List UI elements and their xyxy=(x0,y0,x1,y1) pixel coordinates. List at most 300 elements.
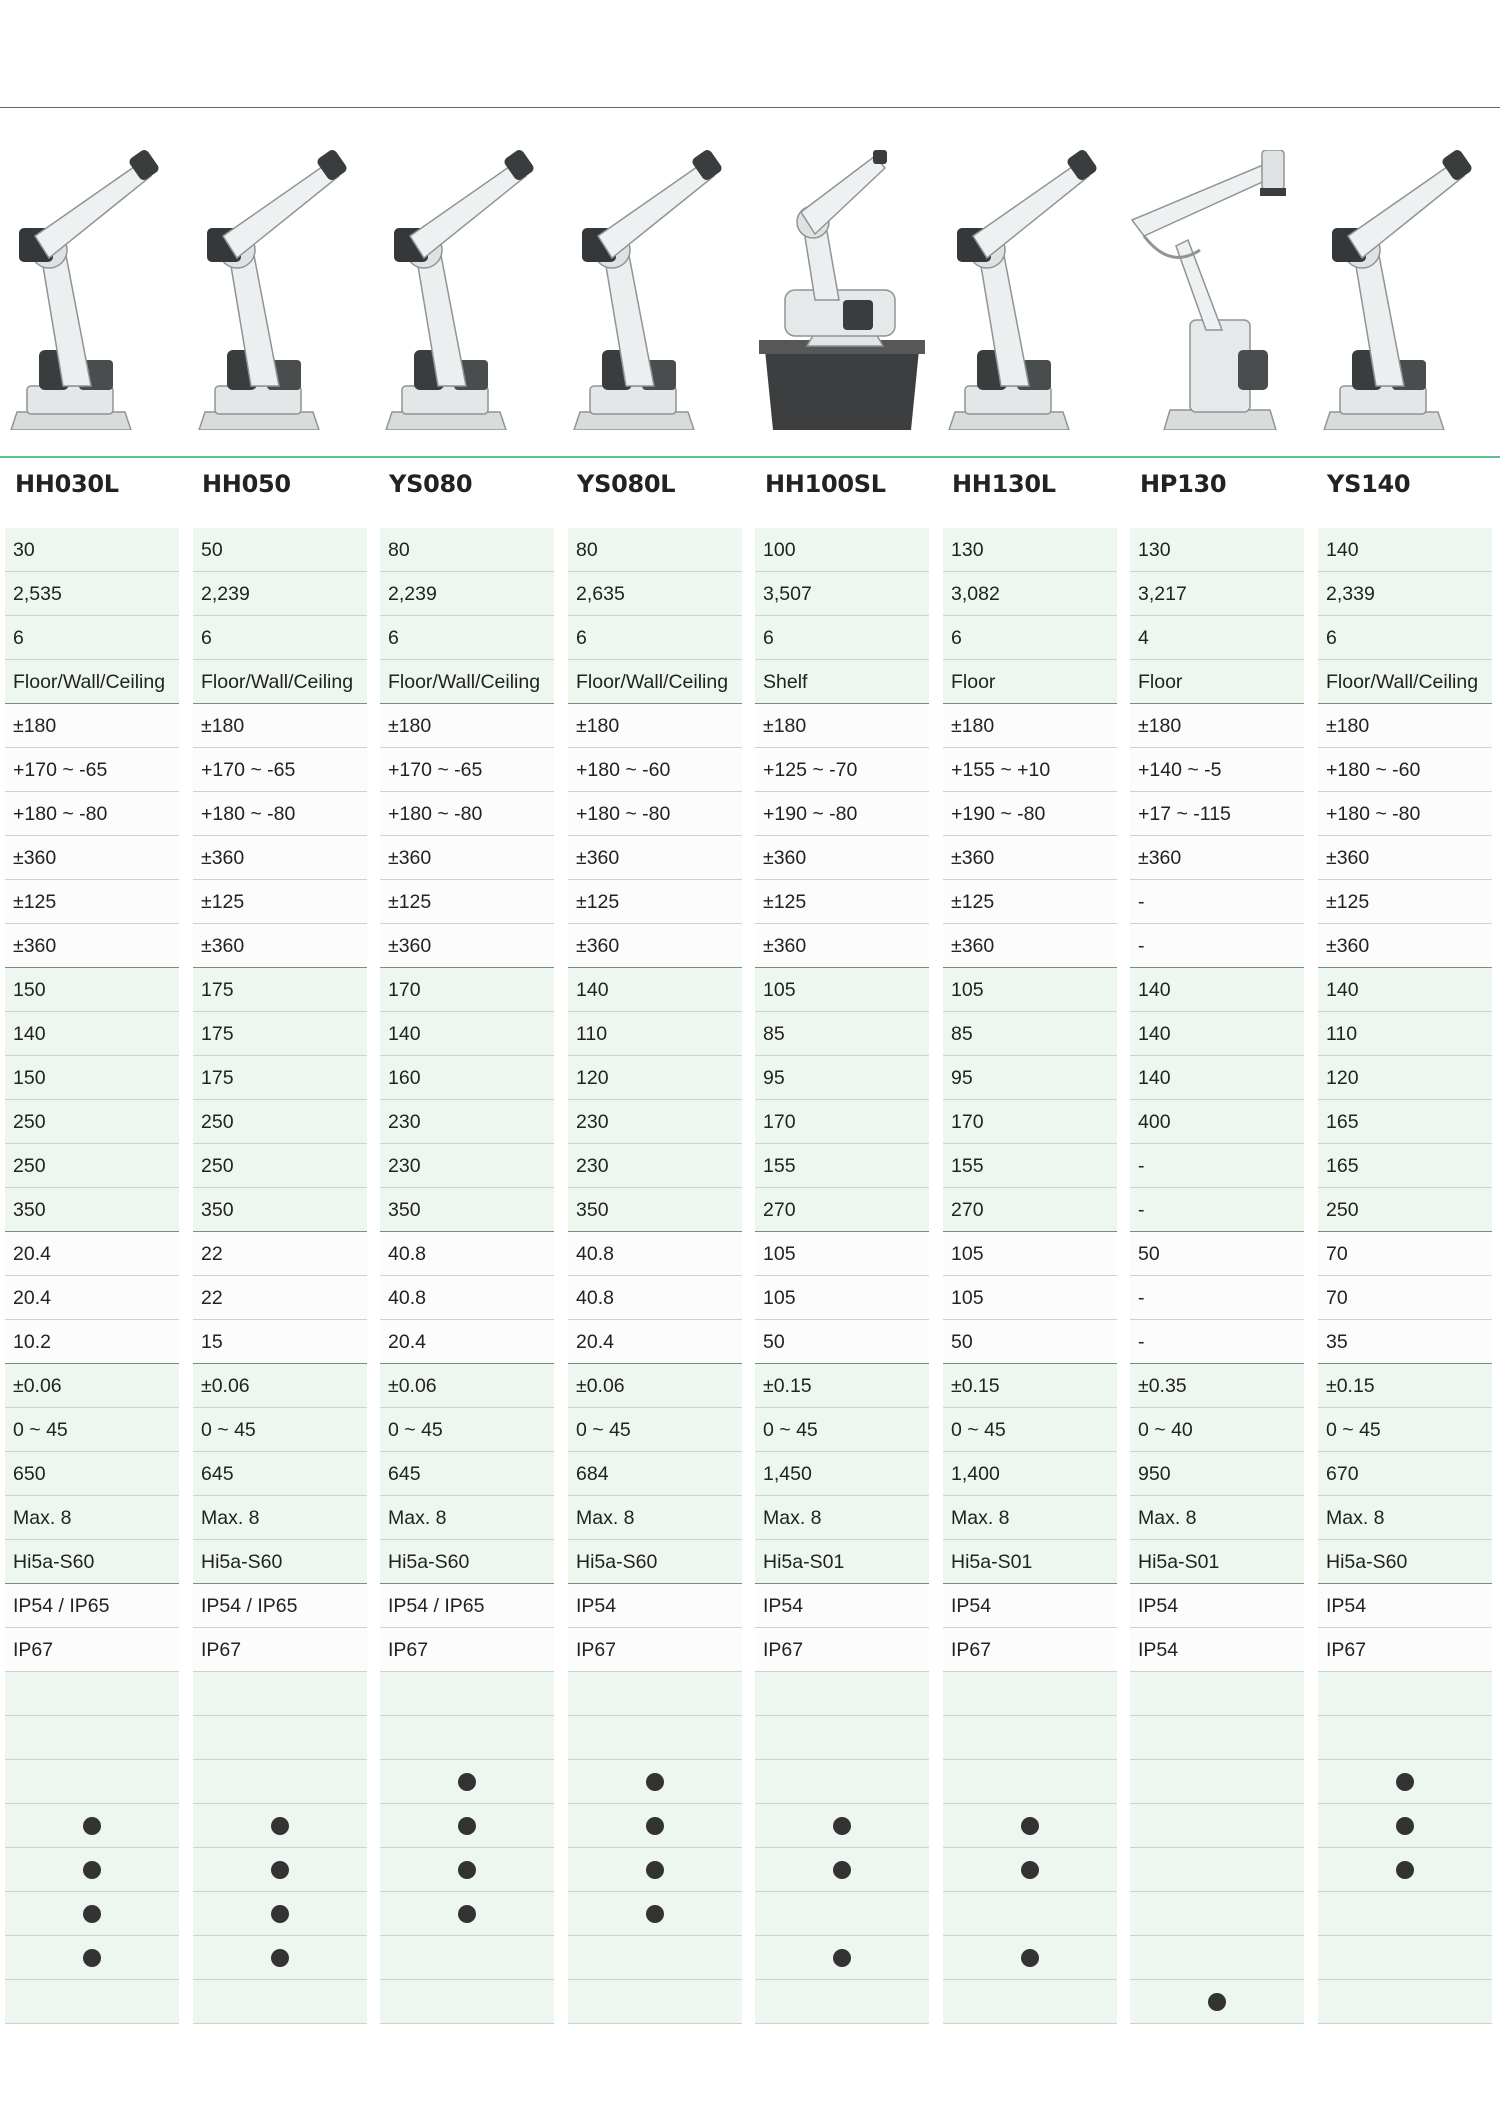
spec-cell: 400 xyxy=(1130,1100,1304,1144)
application-cell xyxy=(1318,1848,1492,1892)
spec-cell: +180 ~ -60 xyxy=(568,748,742,792)
application-cell xyxy=(193,1804,367,1848)
spec-cell: IP67 xyxy=(5,1628,179,1672)
spec-cell: 105 xyxy=(755,968,929,1012)
spec-cell: +180 ~ -80 xyxy=(5,792,179,836)
model-column xyxy=(568,150,742,430)
spec-cell: Max. 8 xyxy=(1130,1496,1304,1540)
application-cell xyxy=(380,1804,554,1848)
application-cell xyxy=(943,1848,1117,1892)
spec-cell: 0 ~ 45 xyxy=(568,1408,742,1452)
spec-cell: 2,239 xyxy=(380,572,554,616)
spec-cell: - xyxy=(1130,1144,1304,1188)
spec-cell: 6 xyxy=(5,616,179,660)
spec-cell: 2,339 xyxy=(1318,572,1492,616)
shelf-robot-icon xyxy=(755,150,929,430)
spec-cell: 270 xyxy=(755,1188,929,1232)
application-cell xyxy=(943,1760,1117,1804)
supported-dot-icon xyxy=(458,1817,476,1835)
spec-cell: Hi5a-S01 xyxy=(943,1540,1117,1584)
application-cell xyxy=(1318,1980,1492,2024)
spec-cell: 140 xyxy=(380,1012,554,1056)
spec-cell: ±125 xyxy=(568,880,742,924)
spec-cell: Hi5a-S60 xyxy=(193,1540,367,1584)
spec-cell: 175 xyxy=(193,1056,367,1100)
robot-arm-icon xyxy=(193,150,367,430)
supported-dot-icon xyxy=(458,1773,476,1791)
application-cell xyxy=(380,1848,554,1892)
application-cell xyxy=(943,1716,1117,1760)
application-cell xyxy=(193,1848,367,1892)
application-header-cell xyxy=(755,1672,929,1716)
spec-cell: 230 xyxy=(568,1144,742,1188)
spec-list xyxy=(755,528,929,2024)
spec-cell: 0 ~ 45 xyxy=(1318,1408,1492,1452)
spec-cell: 270 xyxy=(943,1188,1117,1232)
application-cell xyxy=(1130,1848,1304,1892)
spec-cell: 2,635 xyxy=(568,572,742,616)
spec-cell: ±180 xyxy=(1130,704,1304,748)
application-cell xyxy=(943,1980,1117,2024)
supported-dot-icon xyxy=(1021,1817,1039,1835)
application-cell xyxy=(755,1848,929,1892)
spec-cell: 130 xyxy=(943,528,1117,572)
robot-arm-icon xyxy=(568,150,742,430)
supported-dot-icon xyxy=(83,1905,101,1923)
spec-cell: Floor xyxy=(1130,660,1304,704)
spec-cell: ±180 xyxy=(5,704,179,748)
spec-cell: Hi5a-S01 xyxy=(755,1540,929,1584)
spec-cell: ±180 xyxy=(1318,704,1492,748)
application-cell xyxy=(1130,1804,1304,1848)
spec-cell: Floor/Wall/Ceiling xyxy=(380,660,554,704)
spec-cell: 175 xyxy=(193,968,367,1012)
spec-cell: Max. 8 xyxy=(193,1496,367,1540)
spec-cell: 250 xyxy=(193,1100,367,1144)
spec-cell: ±360 xyxy=(755,836,929,880)
spec-cell: 684 xyxy=(568,1452,742,1496)
spec-cell: 120 xyxy=(1318,1056,1492,1100)
spec-cell: 350 xyxy=(380,1188,554,1232)
application-cell xyxy=(380,1936,554,1980)
application-cell xyxy=(380,1716,554,1760)
supported-dot-icon xyxy=(271,1905,289,1923)
supported-dot-icon xyxy=(1396,1817,1414,1835)
spec-cell: 6 xyxy=(193,616,367,660)
supported-dot-icon xyxy=(646,1817,664,1835)
spec-cell: ±360 xyxy=(1318,836,1492,880)
spec-cell: 105 xyxy=(943,968,1117,1012)
spec-cell: 170 xyxy=(380,968,554,1012)
spec-cell: ±0.06 xyxy=(193,1364,367,1408)
spec-cell: Hi5a-S60 xyxy=(568,1540,742,1584)
spec-cell: 15 xyxy=(193,1320,367,1364)
spec-cell: 30 xyxy=(5,528,179,572)
supported-dot-icon xyxy=(833,1817,851,1835)
spec-cell: - xyxy=(1130,1188,1304,1232)
spec-cell: ±180 xyxy=(943,704,1117,748)
supported-dot-icon xyxy=(1396,1861,1414,1879)
application-header-cell xyxy=(193,1672,367,1716)
spec-cell: 230 xyxy=(380,1100,554,1144)
spec-cell: +170 ~ -65 xyxy=(193,748,367,792)
supported-dot-icon xyxy=(83,1949,101,1967)
spec-cell: ±360 xyxy=(755,924,929,968)
spec-cell: Max. 8 xyxy=(380,1496,554,1540)
spec-cell: 950 xyxy=(1130,1452,1304,1496)
spec-cell: ±360 xyxy=(193,836,367,880)
spec-cell: ±360 xyxy=(380,924,554,968)
spec-cell: 350 xyxy=(5,1188,179,1232)
spec-cell: 70 xyxy=(1318,1276,1492,1320)
spec-list xyxy=(5,528,179,2024)
application-cell xyxy=(193,1892,367,1936)
application-cell xyxy=(568,1936,742,1980)
supported-dot-icon xyxy=(1396,1773,1414,1791)
application-header-cell xyxy=(1130,1672,1304,1716)
application-cell xyxy=(1130,1716,1304,1760)
spec-cell: 155 xyxy=(943,1144,1117,1188)
spec-cell: 105 xyxy=(943,1276,1117,1320)
spec-cell: 0 ~ 45 xyxy=(755,1408,929,1452)
spec-cell: 20.4 xyxy=(380,1320,554,1364)
application-header-cell xyxy=(5,1672,179,1716)
model-name: YS080L xyxy=(577,470,676,498)
application-cell xyxy=(380,1760,554,1804)
application-cell xyxy=(5,1848,179,1892)
application-cell xyxy=(1318,1760,1492,1804)
spec-cell: 80 xyxy=(568,528,742,572)
spec-cell: ±125 xyxy=(5,880,179,924)
application-cell xyxy=(380,1980,554,2024)
application-cell xyxy=(568,1804,742,1848)
spec-cell: 22 xyxy=(193,1232,367,1276)
spec-cell: 85 xyxy=(755,1012,929,1056)
model-column xyxy=(5,150,179,430)
spec-cell: 140 xyxy=(1318,968,1492,1012)
supported-dot-icon xyxy=(271,1817,289,1835)
supported-dot-icon xyxy=(833,1861,851,1879)
spec-cell: ±360 xyxy=(943,924,1117,968)
spec-cell: 35 xyxy=(1318,1320,1492,1364)
spec-cell: 50 xyxy=(1130,1232,1304,1276)
spec-cell: 645 xyxy=(193,1452,367,1496)
application-cell xyxy=(755,1716,929,1760)
spec-cell: ±0.06 xyxy=(568,1364,742,1408)
spec-cell: IP54 xyxy=(1318,1584,1492,1628)
model-name: HH100SL xyxy=(765,470,886,498)
spec-cell: IP54 / IP65 xyxy=(5,1584,179,1628)
application-cell xyxy=(1318,1892,1492,1936)
supported-dot-icon xyxy=(458,1905,476,1923)
spec-cell: 105 xyxy=(943,1232,1117,1276)
spec-cell: 50 xyxy=(193,528,367,572)
application-cell xyxy=(193,1936,367,1980)
spec-cell: ±0.35 xyxy=(1130,1364,1304,1408)
spec-cell: IP67 xyxy=(380,1628,554,1672)
spec-cell: 230 xyxy=(380,1144,554,1188)
spec-cell: IP67 xyxy=(193,1628,367,1672)
spec-cell: ±125 xyxy=(193,880,367,924)
spec-cell: 230 xyxy=(568,1100,742,1144)
model-column xyxy=(1318,150,1492,430)
model-name: HP130 xyxy=(1140,470,1227,498)
application-cell xyxy=(1318,1804,1492,1848)
spec-cell: IP54 / IP65 xyxy=(193,1584,367,1628)
spec-cell: 2,535 xyxy=(5,572,179,616)
spec-list xyxy=(568,528,742,2024)
spec-cell: Hi5a-S60 xyxy=(1318,1540,1492,1584)
spec-list xyxy=(1130,528,1304,2024)
spec-cell: ±180 xyxy=(380,704,554,748)
application-cell xyxy=(5,1936,179,1980)
application-cell xyxy=(755,1892,929,1936)
model-column xyxy=(380,150,554,430)
spec-cell: 3,217 xyxy=(1130,572,1304,616)
supported-dot-icon xyxy=(271,1861,289,1879)
spec-cell: 670 xyxy=(1318,1452,1492,1496)
spec-cell: 160 xyxy=(380,1056,554,1100)
application-cell xyxy=(755,1760,929,1804)
model-name: YS140 xyxy=(1327,470,1411,498)
application-cell xyxy=(193,1716,367,1760)
spec-cell: +180 ~ -60 xyxy=(1318,748,1492,792)
spec-cell: 2,239 xyxy=(193,572,367,616)
application-header-cell xyxy=(380,1672,554,1716)
spec-list xyxy=(1318,528,1492,2024)
spec-cell: 120 xyxy=(568,1056,742,1100)
palletizing-robot-icon xyxy=(1130,150,1304,430)
spec-cell: +170 ~ -65 xyxy=(5,748,179,792)
supported-dot-icon xyxy=(83,1817,101,1835)
application-cell xyxy=(568,1716,742,1760)
spec-cell: ±180 xyxy=(755,704,929,748)
application-header-cell xyxy=(943,1672,1117,1716)
robot-arm-icon xyxy=(380,150,554,430)
spec-cell: Max. 8 xyxy=(755,1496,929,1540)
supported-dot-icon xyxy=(458,1861,476,1879)
model-name: HH030L xyxy=(15,470,119,498)
application-cell xyxy=(193,1760,367,1804)
spec-cell: 140 xyxy=(1130,968,1304,1012)
spec-cell: IP54 xyxy=(943,1584,1117,1628)
application-cell xyxy=(1130,1980,1304,2024)
application-cell xyxy=(5,1716,179,1760)
spec-cell: Floor/Wall/Ceiling xyxy=(193,660,367,704)
application-cell xyxy=(755,1804,929,1848)
spec-cell: - xyxy=(1130,1276,1304,1320)
spec-cell: Max. 8 xyxy=(5,1496,179,1540)
model-column xyxy=(943,150,1117,430)
spec-cell: 85 xyxy=(943,1012,1117,1056)
spec-cell: 170 xyxy=(943,1100,1117,1144)
spec-cell: IP67 xyxy=(755,1628,929,1672)
spec-cell: 0 ~ 45 xyxy=(943,1408,1117,1452)
spec-cell: 350 xyxy=(568,1188,742,1232)
spec-cell: ±360 xyxy=(5,836,179,880)
spec-cell: +190 ~ -80 xyxy=(943,792,1117,836)
spec-cell: 40.8 xyxy=(380,1276,554,1320)
model-name: HH130L xyxy=(952,470,1056,498)
spec-cell: 250 xyxy=(193,1144,367,1188)
spec-list xyxy=(193,528,367,2024)
spec-cell: 0 ~ 45 xyxy=(380,1408,554,1452)
spec-cell: ±125 xyxy=(380,880,554,924)
spec-cell: 6 xyxy=(1318,616,1492,660)
spec-cell: - xyxy=(1130,880,1304,924)
spec-cell: 170 xyxy=(755,1100,929,1144)
spec-cell: 6 xyxy=(755,616,929,660)
spec-cell: ±360 xyxy=(1130,836,1304,880)
spec-cell: ±125 xyxy=(1318,880,1492,924)
spec-cell: ±360 xyxy=(943,836,1117,880)
spec-cell: 20.4 xyxy=(568,1320,742,1364)
spec-cell: 3,082 xyxy=(943,572,1117,616)
spec-cell: 3,507 xyxy=(755,572,929,616)
spec-cell: 80 xyxy=(380,528,554,572)
model-name: HH050 xyxy=(202,470,291,498)
application-cell xyxy=(1318,1716,1492,1760)
spec-cell: 6 xyxy=(568,616,742,660)
application-cell xyxy=(755,1980,929,2024)
spec-cell: Max. 8 xyxy=(1318,1496,1492,1540)
spec-cell: 105 xyxy=(755,1276,929,1320)
application-header-cell xyxy=(1318,1672,1492,1716)
spec-cell: 250 xyxy=(5,1100,179,1144)
spec-cell: 40.8 xyxy=(568,1276,742,1320)
spec-cell: 250 xyxy=(5,1144,179,1188)
spec-cell: Hi5a-S60 xyxy=(5,1540,179,1584)
spec-cell: Max. 8 xyxy=(568,1496,742,1540)
spec-cell: +180 ~ -80 xyxy=(380,792,554,836)
supported-dot-icon xyxy=(83,1861,101,1879)
spec-cell: - xyxy=(1130,1320,1304,1364)
spec-cell: Floor/Wall/Ceiling xyxy=(1318,660,1492,704)
spec-cell: IP54 xyxy=(755,1584,929,1628)
application-cell xyxy=(1130,1892,1304,1936)
spec-cell: Floor/Wall/Ceiling xyxy=(568,660,742,704)
spec-cell: +125 ~ -70 xyxy=(755,748,929,792)
spec-cell: 645 xyxy=(380,1452,554,1496)
application-cell xyxy=(1318,1936,1492,1980)
spec-cell: +155 ~ +10 xyxy=(943,748,1117,792)
spec-cell: Shelf xyxy=(755,660,929,704)
spec-cell: 155 xyxy=(755,1144,929,1188)
supported-dot-icon xyxy=(1021,1949,1039,1967)
application-cell xyxy=(568,1848,742,1892)
spec-cell: 140 xyxy=(1130,1056,1304,1100)
spec-cell: +180 ~ -80 xyxy=(193,792,367,836)
spec-cell: +180 ~ -80 xyxy=(1318,792,1492,836)
spec-cell: IP54 xyxy=(1130,1584,1304,1628)
spec-cell: IP67 xyxy=(568,1628,742,1672)
spec-cell: ±360 xyxy=(1318,924,1492,968)
spec-cell: 0 ~ 45 xyxy=(193,1408,367,1452)
spec-cell: Hi5a-S01 xyxy=(1130,1540,1304,1584)
robot-arm-icon xyxy=(943,150,1117,430)
spec-cell: ±0.15 xyxy=(943,1364,1117,1408)
spec-cell: - xyxy=(1130,924,1304,968)
application-cell xyxy=(943,1936,1117,1980)
spec-cell: IP54 xyxy=(1130,1628,1304,1672)
spec-cell: 50 xyxy=(755,1320,929,1364)
spec-cell: 40.8 xyxy=(568,1232,742,1276)
spec-cell: 140 xyxy=(1318,528,1492,572)
spec-cell: ±360 xyxy=(568,836,742,880)
header-divider xyxy=(0,456,1500,458)
spec-cell: 110 xyxy=(1318,1012,1492,1056)
supported-dot-icon xyxy=(646,1905,664,1923)
spec-cell: 50 xyxy=(943,1320,1117,1364)
spec-cell: 140 xyxy=(1130,1012,1304,1056)
spec-cell: ±360 xyxy=(5,924,179,968)
robot-arm-icon xyxy=(1318,150,1492,430)
spec-cell: 110 xyxy=(568,1012,742,1056)
spec-cell: +180 ~ -80 xyxy=(568,792,742,836)
spec-cell: 6 xyxy=(943,616,1117,660)
spec-cell: ±0.06 xyxy=(380,1364,554,1408)
application-cell xyxy=(755,1936,929,1980)
spec-cell: +190 ~ -80 xyxy=(755,792,929,836)
application-cell xyxy=(943,1804,1117,1848)
application-cell xyxy=(1130,1936,1304,1980)
top-divider xyxy=(0,107,1500,108)
application-cell xyxy=(380,1892,554,1936)
spec-cell: 40.8 xyxy=(380,1232,554,1276)
spec-cell: 1,400 xyxy=(943,1452,1117,1496)
spec-cell: 10.2 xyxy=(5,1320,179,1364)
model-column xyxy=(1130,150,1304,430)
spec-cell: IP54 xyxy=(568,1584,742,1628)
spec-cell: ±180 xyxy=(568,704,742,748)
application-cell xyxy=(193,1980,367,2024)
spec-cell: ±360 xyxy=(193,924,367,968)
model-column xyxy=(193,150,367,430)
spec-cell: 70 xyxy=(1318,1232,1492,1276)
spec-cell: +17 ~ -115 xyxy=(1130,792,1304,836)
spec-cell: 165 xyxy=(1318,1100,1492,1144)
spec-cell: 22 xyxy=(193,1276,367,1320)
application-cell xyxy=(568,1760,742,1804)
spec-cell: ±0.15 xyxy=(1318,1364,1492,1408)
spec-cell: 95 xyxy=(943,1056,1117,1100)
supported-dot-icon xyxy=(646,1861,664,1879)
spec-cell: 150 xyxy=(5,1056,179,1100)
spec-list xyxy=(380,528,554,2024)
application-cell xyxy=(5,1980,179,2024)
spec-cell: 105 xyxy=(755,1232,929,1276)
supported-dot-icon xyxy=(833,1949,851,1967)
spec-cell: 20.4 xyxy=(5,1276,179,1320)
spec-cell: 4 xyxy=(1130,616,1304,660)
spec-cell: ±180 xyxy=(193,704,367,748)
application-cell xyxy=(5,1892,179,1936)
application-cell xyxy=(568,1892,742,1936)
spec-cell: 0 ~ 45 xyxy=(5,1408,179,1452)
spec-cell: 0 ~ 40 xyxy=(1130,1408,1304,1452)
spec-cell: ±360 xyxy=(380,836,554,880)
spec-cell: ±0.15 xyxy=(755,1364,929,1408)
spec-cell: 95 xyxy=(755,1056,929,1100)
spec-list xyxy=(943,528,1117,2024)
spec-cell: ±125 xyxy=(755,880,929,924)
spec-cell: 175 xyxy=(193,1012,367,1056)
spec-cell: 6 xyxy=(380,616,554,660)
spec-cell: ±0.06 xyxy=(5,1364,179,1408)
application-cell xyxy=(5,1804,179,1848)
model-name: YS080 xyxy=(389,470,473,498)
spec-cell: 1,450 xyxy=(755,1452,929,1496)
